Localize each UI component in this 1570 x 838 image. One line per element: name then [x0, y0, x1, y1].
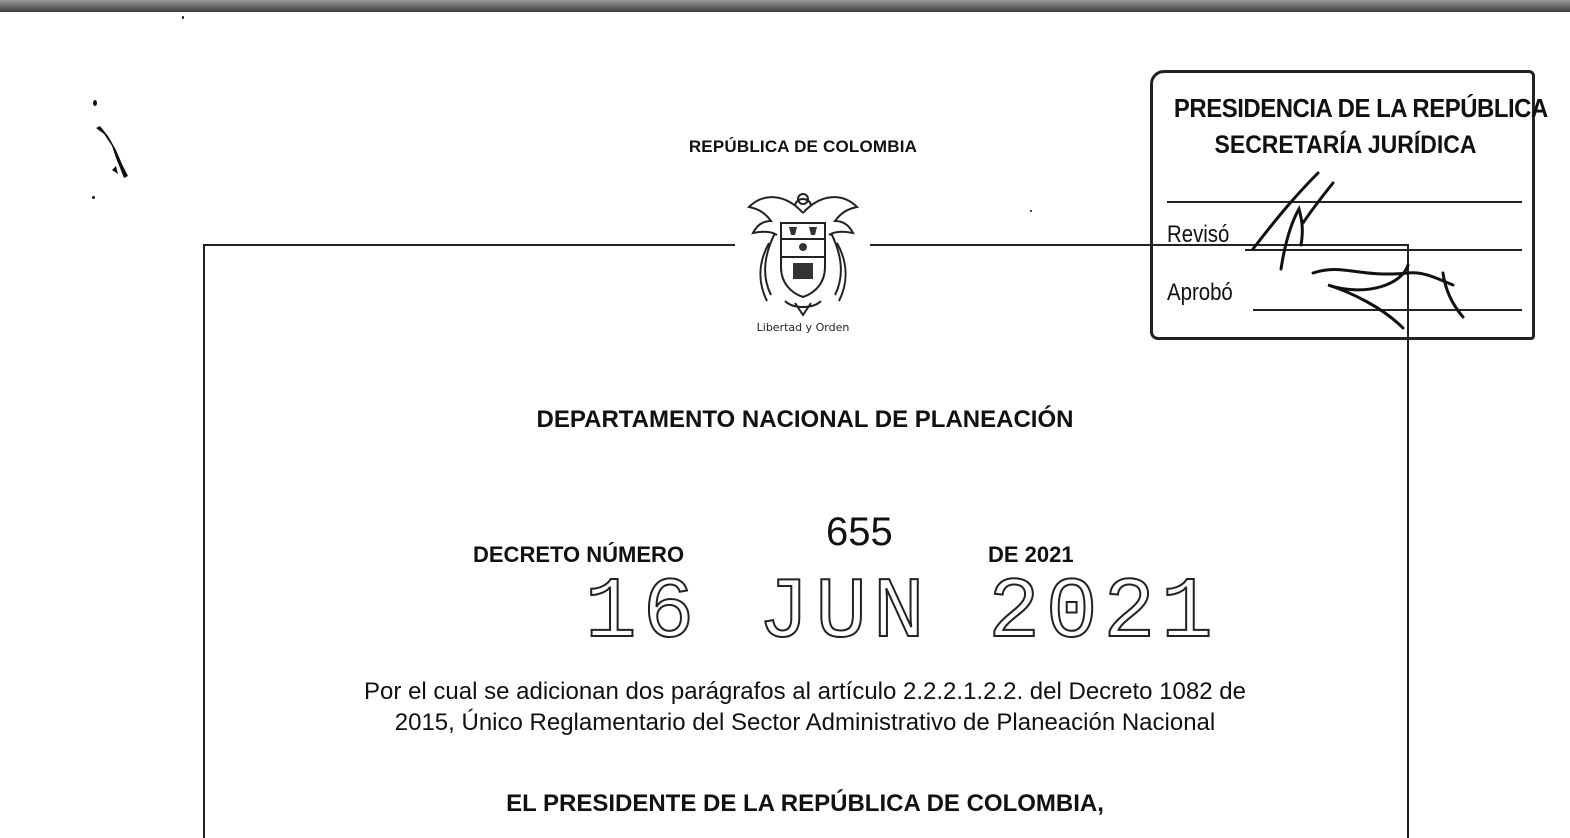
- stamp-approved-label: Aprobó: [1167, 279, 1233, 306]
- legal-review-stamp: [1150, 70, 1548, 340]
- stamp-reviewed-line: [1245, 249, 1522, 251]
- scan-speck: [182, 16, 184, 19]
- president-heading: EL PRESIDENTE DE LA REPÚBLICA DE COLOMBIA,: [506, 790, 1104, 817]
- summary-line-2: 2015, Único Reglamentario del Sector Administrativo de Planeación Nacional: [394, 709, 1216, 736]
- stamp-divider: [1167, 201, 1522, 203]
- scan-smudge-icon: [94, 124, 134, 184]
- department-heading: DEPARTAMENTO NACIONAL DE PLANEACIÓN: [536, 406, 1074, 433]
- decree-year: DE 2021: [988, 542, 1074, 567]
- scan-speck: [1030, 210, 1032, 212]
- decree-summary: [230, 676, 1380, 738]
- summary-line-1: Por el cual se adicionan dos parágrafos al artículo 2.2.2.1.2.2. del Decreto 1082 de: [364, 678, 1246, 705]
- scan-speck: [93, 100, 97, 106]
- decree-label: DECRETO NÚMERO: [473, 542, 685, 567]
- stamp-reviewed-label: Revisó: [1167, 221, 1230, 248]
- coat-of-arms-icon: [745, 183, 861, 318]
- decree-number: 655: [826, 510, 893, 554]
- stamp-secretariat: SECRETARÍA JURÍDICA: [1214, 131, 1477, 159]
- scan-top-band: [0, 0, 1570, 12]
- republic-heading: REPÚBLICA DE COLOMBIA: [688, 137, 918, 156]
- stamp-presidency: PRESIDENCIA DE LA REPÚBLICA: [1173, 93, 1548, 123]
- date-stamp: 16 JUN 2021: [585, 564, 1219, 662]
- stamp-approved-line: [1253, 309, 1522, 311]
- scan-speck: [92, 196, 95, 199]
- coat-motto: Libertad y Orden: [756, 321, 850, 334]
